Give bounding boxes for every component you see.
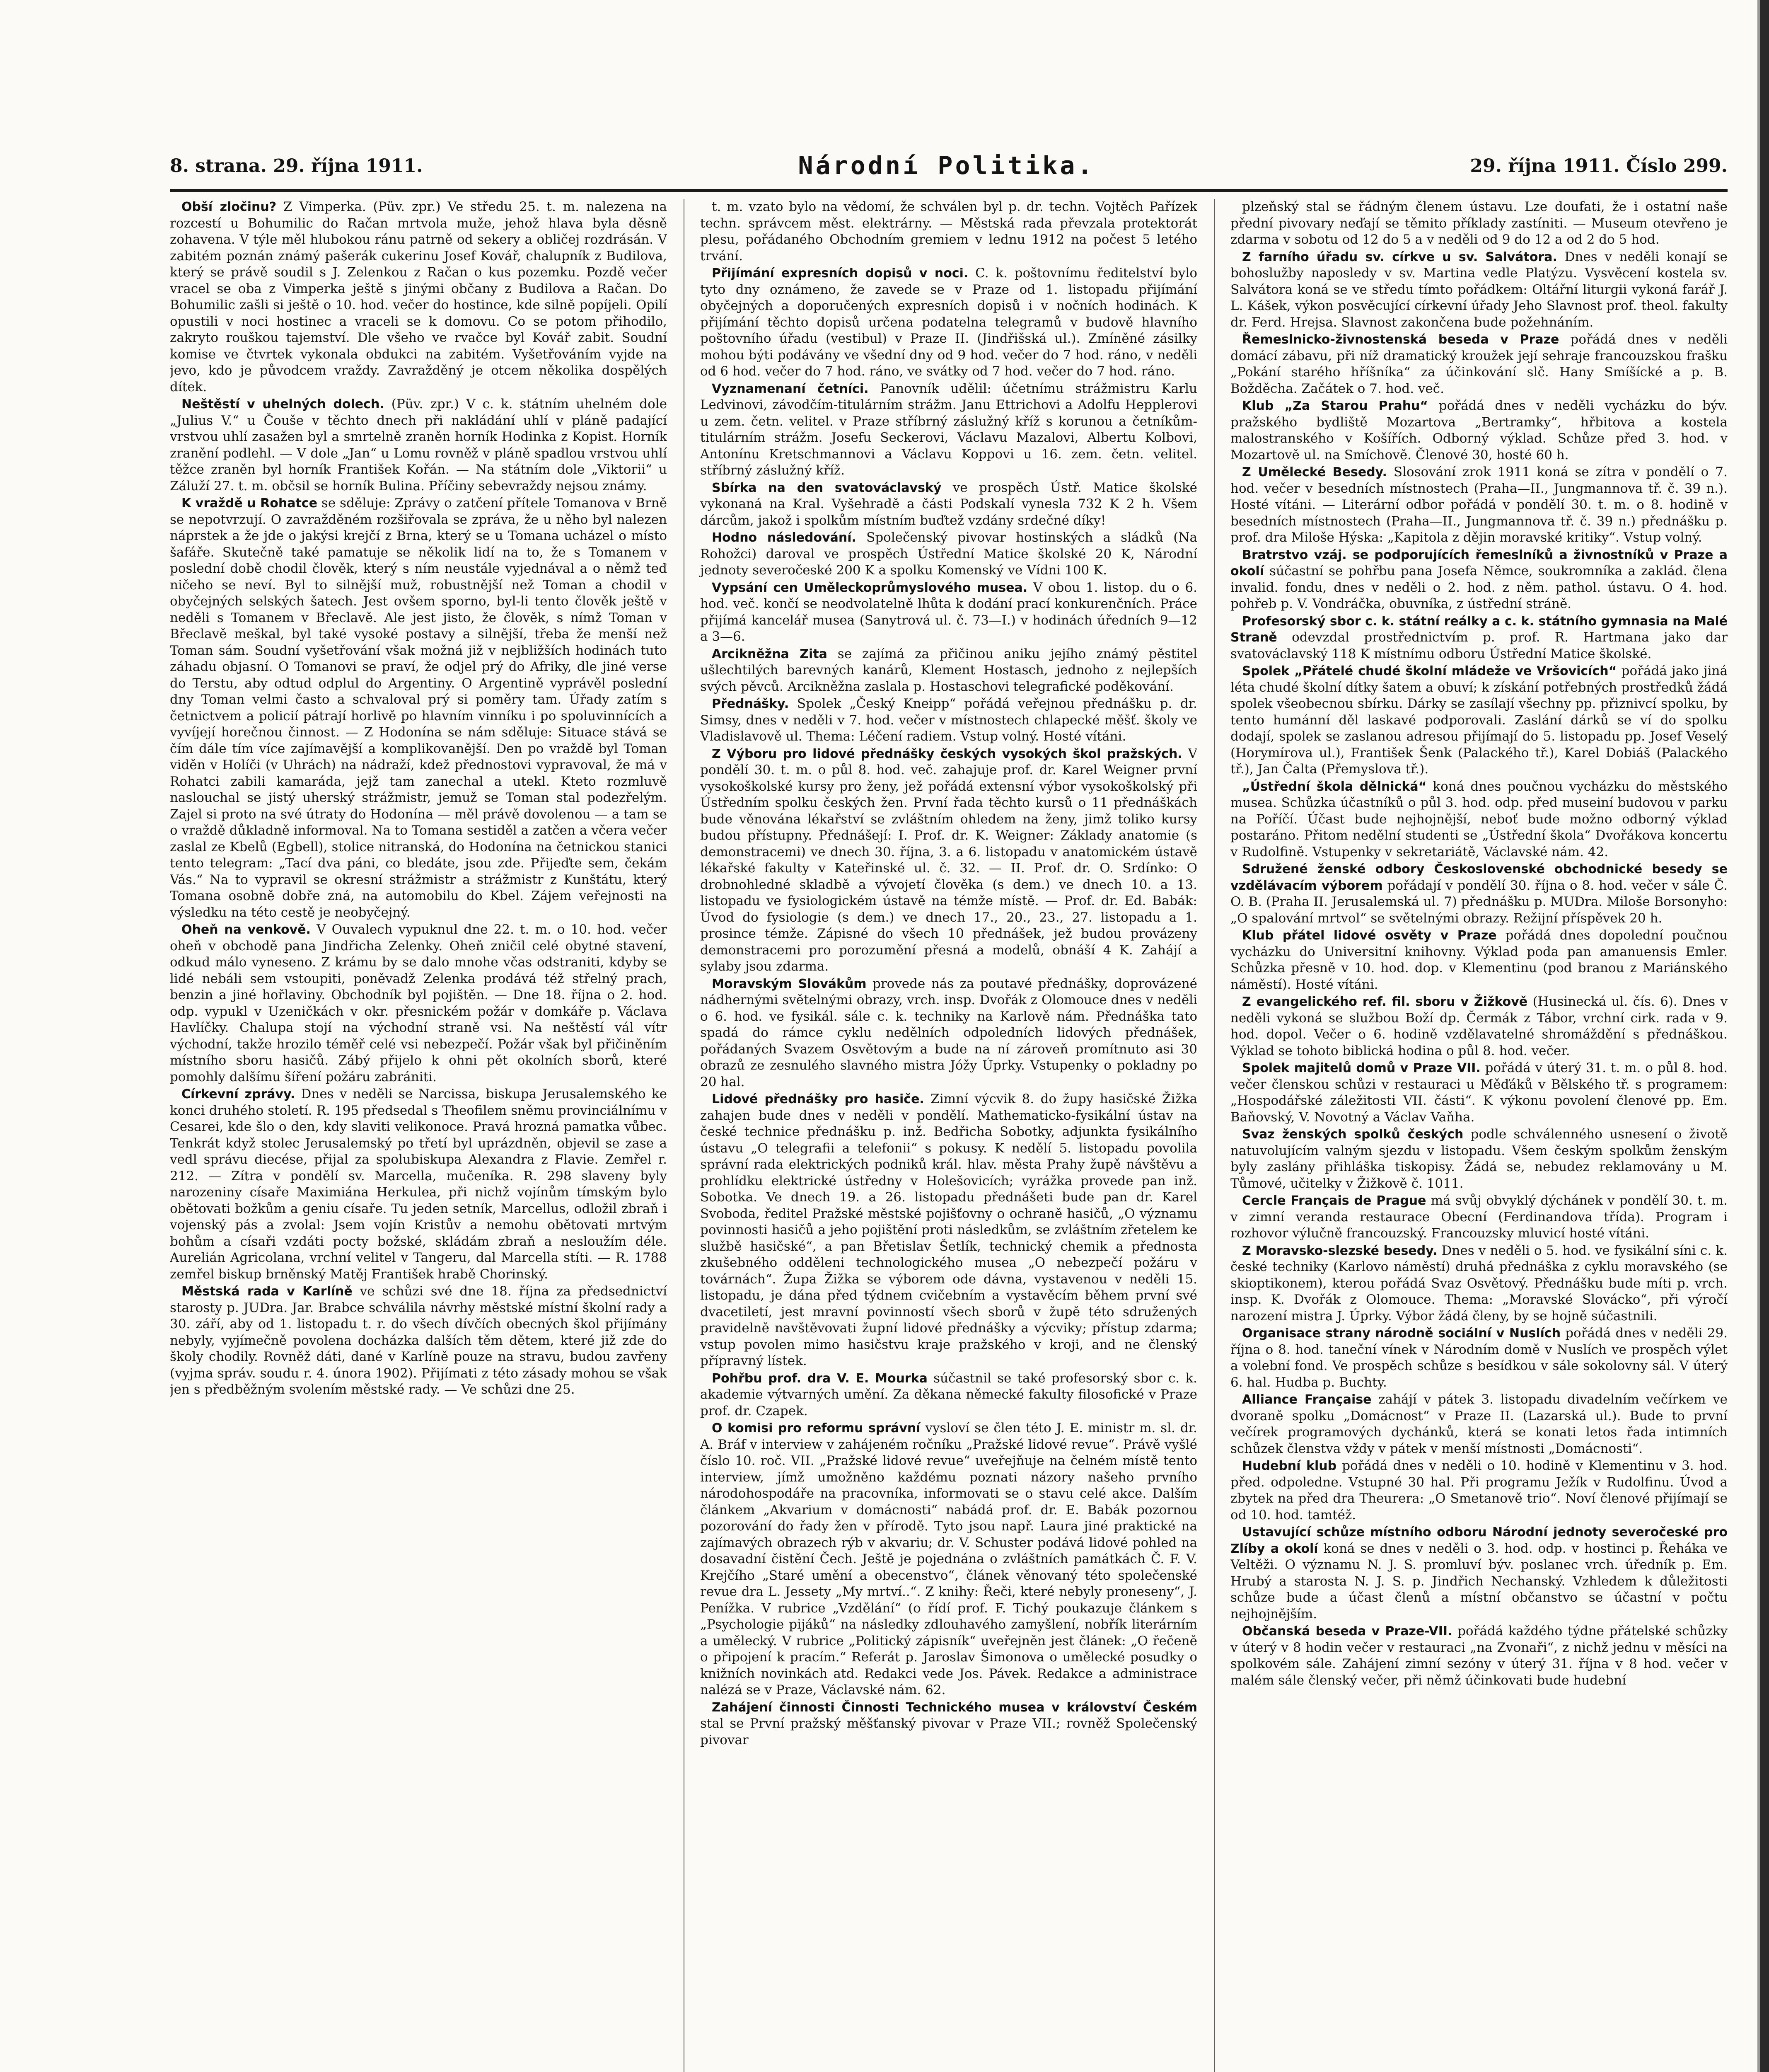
- news-item: [700, 1370, 1197, 1420]
- news-item-text: pořádá každého týdne přátelské schůzky v úterý v 8 hodin večer v restauraci „na Zvonaři“, z nichž jednu v měsíci na spolkovém sále. Zahájení zimní sezóny v úterý 31. října v 8 hod. večer v malém sále členský večer, při němž účinkovati bude hudební: [1230, 1624, 1728, 1688]
- masthead-title: Národní Politika.: [798, 151, 1095, 180]
- news-item-heading: Sdružené ženské odbory Československé obchodnické besedy se vzdělávacím výborem: [1230, 862, 1728, 893]
- news-item-text: provede nás za poutavé přednášky, doprovázené nádhernými světelnými obrazy, vrch. insp. Dvořák z Olomouce dnes v neděli o 6. hod. ve fysikál. sále c. k. techniky na Karlově nám. Přednáška tato spadá do rámce cyklu nedělních odpoledních lidových přednášek, pořádaných Svazem Osvětovým a bude na ní zároveň promítnuto asi 30 obrazů ze zesnulého slavného mistra Jóžy Úprky. Vstupenky o pokladny po 20 hal.: [700, 976, 1197, 1089]
- news-item: [1230, 547, 1728, 612]
- news-item-text: odevzdal prostřednictvím p. prof. R. Hartmana jako dar svatováclavský 118 K místnímu odboru Ústřední Matice školské.: [1230, 630, 1728, 661]
- news-item-text: (Husinecká ul. čís. 6). Dnes v neděli vykoná se službou Boží dp. Čermák z Tábor, vrchní cirk. rada v 9. hod. dopol. Večer o 6. hodině vzdělavatelné shromáždění s přednáškou. Výklad se tohoto biblická hodina o půl 8. hod. večer.: [1230, 994, 1728, 1058]
- news-item-text: súčastnil se také profesorský sbor c. k. akademie výtvarných umění. Za děkana německé fakulty filosofické v Praze prof. dr. Czapek.: [700, 1370, 1197, 1418]
- news-item-heading: Arcikněžna Zita: [712, 646, 827, 661]
- news-item-text: pořádá dnes v neděli o 10. hodině v Klementinu v 3. hod. před. odpoledne. Vstupné 30 hal. Při programu Ježík v Rudolfinu. Úvod a zbytek na před dra Theurera: „O Smetanově trio“. Noví členové přijímají se od 10. hod. tamtéž.: [1230, 1458, 1728, 1523]
- header-right: 29. října 1911. Číslo 299.: [1470, 155, 1728, 177]
- news-item-heading: Klub „Za Starou Prahu“: [1242, 399, 1428, 413]
- news-item: [700, 976, 1197, 1091]
- news-item: [170, 1086, 667, 1283]
- news-item: [170, 922, 667, 1085]
- news-item: [1230, 663, 1728, 778]
- news-item: [1230, 1623, 1728, 1689]
- news-item-text: pořádá jako jiná léta chudé školní dítky šatem a obuví; k získání potřebných prostředků žádá spolek všeobecnou sbírku. Dárky se zasílají všechny pp. přiznivcí spolku, by tento humánní děl laskavé podporovali. Zaslání dárků se ví do spolku dodají, spolek se zaslanou adresou přijímají do 5. listopadu pp. Josef Veselý (Horymírova ul.), František Šenk (Palackého tř.), Karel Dobiáš (Palackého tř.), Jan Čalta (Přemyslova tř.).: [1230, 663, 1728, 777]
- news-item: [700, 1091, 1197, 1370]
- column-1: [170, 199, 667, 2072]
- news-item-text: pořádá dnes dopolední poučnou vycházku do Universitní knihovny. Výklad poda pan amanuensis Emler. Schůzka přesně v 10. hod. dop. v Klementinu (pod branou z Mariánského náměstí). Hosté vítáni.: [1230, 928, 1728, 992]
- news-item: [700, 530, 1197, 579]
- news-item-text: Spolek „Český Kneipp“ pořádá veřejnou přednášku p. dr. Simsy, dnes v neděli v 7. hod. večer v místnostech chlapecké měšť. školy ve Vladislavově ul. Thema: Léčení radiem. Vstup volný. Hosté vítáni.: [700, 696, 1197, 744]
- news-item-text: koná se dnes v neděli o 3. hod. odp. v hostinci p. Řeháka ve Veltěži. O významu N. J. S. promluví býv. poslanec vrch. úředník p. Em. Hrubý a starosta N. J. S. p. Jindřich Nechanský. Vzhledem k důležitosti schůze bude a účast členů a místní občanstvo se účastní v počtu nejhojnějším.: [1230, 1541, 1728, 1622]
- news-item: [1230, 332, 1728, 397]
- news-item-heading: Vyznamenaní četníci.: [712, 381, 869, 396]
- news-item-heading: Lidové přednášky pro hasiče.: [712, 1092, 924, 1106]
- news-item: [1230, 927, 1728, 993]
- news-item: [700, 1699, 1197, 1749]
- news-item-text: t. m. vzato bylo na vědomí, že schválen byl p. dr. techn. Vojtěch Pařízek techn. správcem měst. elektrárny. — Městská rada převzala protektorát plesu, pořádaného Obchodním gremiem v lednu 1912 na počest 5 letého trvání.: [700, 199, 1197, 264]
- news-item-heading: Sbírka na den svatováclavský: [712, 480, 942, 495]
- news-item-text: pořádá dnes v neděli domácí zábavu, při níž dramatický kroužek její sehraje francouzskou frašku „Pokání starého hříšníka“ za účinkování slč. Hany Smíšícké a p. B. Božděcha. Začátek o 7. hod. več.: [1230, 332, 1728, 396]
- news-item: [1230, 1458, 1728, 1523]
- news-item-heading: Moravským Slovákům: [712, 976, 867, 991]
- header-rule: [170, 189, 1728, 192]
- news-item-text: plzeňský stal se řádným členem ústavu. Lze doufati, že i ostatní naše přední pivovary neďají se těmito příklady zastíniti. — Museum otevřeno je zdarma v sobotu od 12 do 5 a v neděli od 9 do 12 a od 2 do 5 hod.: [1230, 199, 1728, 247]
- news-item: [1230, 613, 1728, 663]
- news-item-heading: Cercle Français de Prague: [1242, 1193, 1426, 1208]
- news-item-heading: Bratrstvo vzáj. se podporujících řemeslníků a živnostníků v Praze a okolí: [1230, 547, 1728, 579]
- news-item-heading: Hodno následování.: [712, 530, 856, 545]
- news-item-text: ve schůzi své dne 18. října za předsednictví starosty p. JUDra. Jar. Brabce schválila návrhy městské místní školní rady a 30. září, aby od 1. listopadu t. r. do všech dívčích obecných škol přijímány nebyly, vyjímečně povolena docházka dalších těm dětem, které již zde do školy chodily. Rovněž dáti, dané v Karlíně pouze na stravu, budou zavřeny (vyjma správ. soudu r. 4. února 1902). Přijímati z této zásady mohou se však jen s předběžným svolením městské rady. — Ve schůzi dne 25.: [170, 1284, 667, 1397]
- news-item-heading: Zahájení činnosti Činnosti Technického musea v království Českém: [712, 1700, 1197, 1715]
- news-item-text: stal se První pražský měšťanský pivovar v Praze VII.; rovněž Společenský pivovar: [700, 1716, 1197, 1748]
- news-item-heading: Oheň na venkově.: [181, 922, 311, 937]
- news-item-text: pořádá dnes v neděli vycházku do býv. pražského bydliště Mozartova „Bertramky“, hřbitova a kostela malostranského v Košířích. Odborný výklad. Schůze před 3. hod. v Mozartově ul. na Smíchově. Členové 30, hosté 60 h.: [1230, 398, 1728, 462]
- news-item: [700, 746, 1197, 975]
- news-item: [170, 396, 667, 494]
- news-item-heading: Řemeslnicko-živnostenská beseda v Praze: [1242, 332, 1559, 347]
- news-item-heading: Alliance Française: [1242, 1392, 1372, 1407]
- news-item: [1230, 249, 1728, 331]
- news-item-heading: Ustavující schůze místního odboru Národní jednoty severočeské pro Zlíby a okolí: [1230, 1525, 1728, 1556]
- news-item-heading: Přednášky.: [712, 697, 789, 711]
- news-item: [170, 495, 667, 921]
- column-2: [684, 199, 1197, 2072]
- news-item-heading: Svaz ženských spolků českých: [1242, 1127, 1464, 1142]
- news-item-heading: Klub přátel lidové osvěty v Praze: [1242, 928, 1497, 943]
- news-item-text: podle schválenného usnesení o životě natuvolujícím valným sjezdu v listopadu. Všem českým spolkům ženským byly zaslány přihláška tiskopisy. Žádá se, nebudez reklamovány u M. Tůmové, učitelky v Žižkově č. 1011.: [1230, 1127, 1728, 1191]
- news-item: [700, 199, 1197, 264]
- news-item-text: Dnes v neděli o 5. hod. ve fysikální síni c. k. české techniky (Karlovo náměstí) druhá přednáška z cyklu moravského (se skioptikonem), kterou pořádá Svaz Osvětový. Přednášku bude míti p. vrch. insp. K. Dvořák z Olomouce. Thema: „Moravské Slovácko“, při výročí narození mistra J. Úprky. Výbor žádá členy, by se hojně súčastnili.: [1230, 1243, 1728, 1324]
- page-header: [170, 149, 1728, 182]
- news-item-text: súčastní se pohřbu pana Josefa Němce, soukromníka a zaklád. člena invalid. fondu, dnes v neděli o 2. hod. z něm. pathol. ústavu. O 4. hod. pohřeb p. V. Vondráčka, obuvníka, z ústřední stráně.: [1230, 564, 1728, 611]
- news-item-heading: O komisi pro reformu správní: [712, 1421, 921, 1435]
- news-item-text: vysloví se člen této J. E. ministr m. sl. dr. A. Bráf v interview v zahájeném ročníku „Pražské lidové revue“. Právě vyšlé číslo 10. roč. VII. „Pražské lidové revue“ uveřejňuje na čelném místě tento interview, jímž umožněno každému poznati názory našeho prvního národohospodáře na pracovníka, informovati se o stavu celé akce. Dalším článkem „Akvarium v domácnosti“ nabádá prof. dr. E. Babák pozornou pozorování do řady žen v přírodě. Tyto jsou např. Laura jiné praktické na zajímavých obrazech rýb v akvariu; dr. V. Schuster podává lidové pohled na dosavadní čistění Čech. Ještě je pojednána o zvláštních památkách Č. F. V. Krejčího „Staré umění a obecenstvo“, článek věnovaný této společenské revue dra L. Jessety „My mrtví..“. Z knihy: Řeči, které nebyly proneseny“, J. Penížka. V rubrice „Vzdělání“ (o řídí prof. F. Tichý poukazuje článkem s „Psychologie pijáků“ na následky zdlouhavého zamyšlení, nobřík literárním a umělecký. V rubrice „Politický zápisník“ uveřejněn jest článek: „O řečeně o připojení k pracím.“ Referát p. Jaroslav Šimonova o umělecké posudky o knižních novinkách atd. Redakci vede Jos. Pávek. Redakce a administrace nalézá se v Praze, Václavské nám. 62.: [700, 1421, 1197, 1697]
- news-item: [1230, 1392, 1728, 1457]
- news-item-text: Dnes v neděli konají se bohoslužby naposledy v sv. Martina vedle Platýzu. Vysvěcení kostela sv. Salvátora koná se ve středu tímto pořádkem: Oltářní liturgii vykoná farář J. L. Kášek, výkon posvěcující církevní úřady Jeho Slavnost prof. theol. fakulty dr. Ferd. Hrejsa. Slavnost zakončena bude požehnáním.: [1230, 249, 1728, 330]
- news-item-text: ve prospěch Ústř. Matice školské vykonaná na Kral. Vyšehradě a části Podskalí vynesla 732 K 2 h. Všem dárcům, jakož i spolkům místním buďtež vzdány srdečné díky!: [700, 480, 1197, 528]
- news-item-text: pořádá v úterý 31. t. m. o půl 8. hod. večer členskou schůzi v restauraci u Měďáků v Bělského tř. s programem: „Hospodářské záležitosti VII. části“. K výkonu povolení členové pp. Em. Baňovský, V. Novotný a Václav Vaňha.: [1230, 1060, 1728, 1125]
- news-item-heading: Z evangelického ref. fil. sboru v Žižkově: [1242, 995, 1528, 1009]
- news-item: [1230, 779, 1728, 861]
- news-item-text: Zimní výcvik 8. do župy hasičské Žižka zahajen bude dnes v neděli v pondělí. Mathematicko-fysikální ústav na české technice přednášku p. inž. Bedřicha Sobotky, adjunkta fysikálního ústavu „O telegrafii a telefonii“ s pokusy. K nedělí 5. listopadu povolila správní rada elektrických podniků král. hlav. města Prahy župě návštěvu a prohlídku elektrické ústředny v Holešovicích; vyrážka provede pan inž. Sobotka. Ve dnech 19. a 26. listopadu přednášeti bude pan dr. Karel Svoboda, ředitel Pražské městské pojišťovny o ochraně hasičů, „O významu povinnosti hasičů a jeho pojištění proti následkům, se zvláštním zřetelem ke službě hasičské“, a pan Břetislav Šetlík, technický chemik a přednosta zkušebného odděleni technologického musea „O nebezpečí požáru v továrnách“. Župa Žižka se výborem ode dávna, vystavenou v neděli 15. listopadu, je dána před týdnem cvičebním a vystavěcím během první své dvacetiletí, jest mravní povinností všech sborů v župě této sdružených pravidelně navštěvovati župní lidové přednášky a výcviky; přístup zdarma; vstup povolen mimo hasičstvu kraje pražského v kroji, and ne členský přípravný lístek.: [700, 1092, 1197, 1368]
- news-item-text: pořádají v pondělí 30. října o 8. hod. večer v sále Č. O. B. (Praha II. Jerusalemská ul. 7) přednášku p. MUDra. Miloše Borsonyho: „O spalování mrtvol“ se světelnými obrazy. Režijní příspěvek 20 h.: [1230, 878, 1728, 926]
- news-item-heading: Z Výboru pro lidové přednášky českých vysokých škol pražských.: [712, 746, 1182, 761]
- news-item-heading: Profesorský sbor c. k. státní reálky a c. k. státního gymnasia na Malé Straně: [1230, 614, 1728, 645]
- news-item-heading: Z farního úřadu sv. církve u sv. Salvátora.: [1242, 249, 1557, 264]
- news-item-text: Z Vimperka. (Püv. zpr.) Ve středu 25. t. m. nalezena na rozcestí u Bohumilic do Račan mrtvola muže, jehož hlava byla děsně zohavena. V týle měl hlubokou ránu patrně od sekery a obličej rozdrásán. V zabitém poznán známý pašerák cukerinu Josef Kovář, chalupník z Budilova, který se právě soudil s J. Zelenkou z Račan o kus pozemku. Pozdě večer vracel se oba z Vimperka ještě s jinými občany z Budilova a Račan. Do Bohumilic zašli si ještě o 10. hod. večer do hostince, kde silně popíjeli. Opilí opustili v noci hostinec a vraceli se k domovu. Co se potom přihodilo, zakryto rouškou tajemství. Dle všeho ve rvačce byl Kovář zabit. Soudní komise ve čtvrtek vykonala obdukci na zabitém. Vyšetřováním vyjde na jevo, kdo je původcem vraždy. Zavražděný je otcem několika dospělých dítek.: [170, 199, 667, 395]
- news-item: [170, 199, 667, 395]
- news-item: [1230, 1193, 1728, 1242]
- news-item-text: pořádá dnes v neděli 29. října o 8. hod. taneční vínek v Národním domě v Nuslích ve prospěch výlet a volební fond. Ve prospěch schůze s besídkou v sále sokolovny sál. V úterý 6. hal. Hudba p. Buchty.: [1230, 1326, 1728, 1390]
- news-item: [700, 646, 1197, 695]
- news-item-heading: Organisace strany národně sociální v Nuslích: [1242, 1326, 1561, 1341]
- news-item-heading: Spolek „Přátelé chudé školní mládeže ve Vršovicích“: [1242, 664, 1617, 678]
- news-item-heading: Církevní zprávy.: [181, 1087, 295, 1101]
- news-item-heading: Z Moravsko-slezské besedy.: [1242, 1243, 1438, 1258]
- news-item-text: zahájí v pátek 3. listopadu divadelním večírkem ve dvoraně spolku „Domácnost“ v Praze II. (Lazarská ul.). Bude to první večírek programových dychánků, která se konati letos řada intimních schůzek členstva vždy v pátek v menší místnosti „Domácnosti“.: [1230, 1392, 1728, 1456]
- news-item: [700, 1420, 1197, 1699]
- news-item-text: V obou 1. listop. du o 6. hod. več. končí se neodvolatelně lhůta k dodání prací konkurenčních. Práce přijímá kancelář musea (Sanytrová ul. č. 73—I.) v hodinách úředních 9—12 a 3—6.: [700, 580, 1197, 644]
- news-item: [700, 265, 1197, 380]
- news-item: [1230, 1524, 1728, 1622]
- news-item: [700, 480, 1197, 529]
- news-item-text: Společenský pivovar hostinských a sládků (Na Rohožci) daroval ve prospěch Ústřední Matice školské 20 K, Národní jednoty severočeské 200 K a spolku Komenský ve Vídni 100 K.: [700, 530, 1197, 578]
- news-item: [1230, 861, 1728, 927]
- news-item-heading: Občanská beseda v Praze-VII.: [1242, 1624, 1452, 1639]
- news-item-heading: „Ústřední škola dělnická“: [1242, 779, 1427, 794]
- news-item-text: (Püv. zpr.) V c. k. státním uhelném dole „Julius V.“ u Čouše v těchto dnech při nakládání uhlí v pláně padající vrstvou uhlí zasažen byl a smrtelně zraněn horník Hodinka z Kopist. Horník zranění podlehl. — V dole „Jan“ u Lomu rovněž v pláně spadlou vrstvou uhlí těžce zraněn byl horník František Kořán. — Na státním dole „Viktorii“ u Záluží 27. t. m. občsil se horník Bulina. Příčiny sebevraždy nejsou známy.: [170, 397, 667, 494]
- news-item-heading: Městská rada v Karlíně: [181, 1284, 353, 1299]
- news-item-heading: Pohřbu prof. dra V. E. Mourka: [712, 1371, 928, 1386]
- news-item: [1230, 199, 1728, 248]
- news-item-heading: Neštěstí v uhelných dolech.: [181, 397, 384, 411]
- news-item: [1230, 464, 1728, 546]
- news-item-text: se zajímá za přičinou aniku jejího známý pěstitel ušlechtilých barevných kanárů, Klement Hostasch, jednoho z nejlepších svých pěvců. Arcikněžna zaslala p. Hostaschovi telegrafické poděkování.: [700, 646, 1197, 694]
- scan-edge: [1760, 0, 1769, 2072]
- news-item-heading: Spolek majitelů domů v Praze VII.: [1242, 1061, 1481, 1075]
- news-item-heading: Hudební klub: [1242, 1459, 1337, 1473]
- news-item: [1230, 1126, 1728, 1192]
- news-item-text: koná dnes poučnou vycházku do městského musea. Schůzka účastníků o půl 3. hod. odp. před museiní budovou v parku na Poříčí. Účast bude nejhojnější, neboť bude možno odborný výklad postaráno. Přitom nedělní studenti se „Ústřední škola“ Dvořákova koncertu v Rudolfině. Vstupenky v sekretariátě, Václavské nám. 42.: [1230, 779, 1728, 859]
- news-item: [1230, 994, 1728, 1059]
- news-item-text: se sděluje: Zprávy o zatčení přítele Tomanova v Brně se nepotvrzují. O zavražděném rozšiřovala se zpráva, že u něho byl nalezen náprstek a že jde o jakýsi krejčí z Brna, který se u Tomana ucházel o místo šafáře. Skutečně také pamatuje se několik lidí na to, že s Tomanem v poslední době chodil člověk, který s ním neustále vyjednával a o němž teď ničeho se neví. Byl to silnější muž, robustnější než Toman a chodil v obyčejných selských šatech. Jest ovšem sporno, byl-li tento člověk ještě v neděli s Tomanem v Břeclavě. Ale jest jisto, že člověk, s nímž Toman v Břeclavě meškal, byl také vysoké postavy a silnější, třeba že menší než Toman sám. Soudní vyšetřování však možná již v nejbližších hodinách tuto záhadu objasní. O Tomanovi se praví, že odjel prý do Afriky, dle jiné verse do Terstu, aby odtud odplul do Argentiny. O Argentině vyprávěl poslední dny Toman velmi často a schvaloval prý si poměry tam. Úřady zatím s četnictvem a policií pátrají horlivě po hlavním vinníku i po spoluvinnících a vyvíjejí horečnou činnost. — Z Hodonína se nám sděluje: Situace stává se čím dále tím více zajímavější a komplikovanější. Den po vraždě byl Toman viděn v Holíči (v Uhrách) na nádraží, kdež přednostovi vypravoval, že má v Rohatci zabili kamaráda, jejž tam zanechal a utekl. Kteto rozmluvě naslouchal se jistý uherský strážmistr, jemuž se Toman stal podezřelým. Zajel si proto na své útraty do Hodonína — měl právě dovolenou — a tam se o vraždě důkladně informoval. Na to Tomana sestiděl a zatčen a včera večer zaslal ze Kbelů (Egbell), stolice nitranská, do Hodonína na četnickou stanici tento telegram: „Tací dva páni, co bledáte, jsou zde. Přijeďte sem, čekám Vás.“ Na to vypravil se okresní strážmistr a strážmistr z Kunštátu, který Tomana osobně dobře zná, na automobilu do Kbel. Zájem veřejnosti na výsledku na této cestě je neobyčejný.: [170, 496, 667, 920]
- news-item: [1230, 1243, 1728, 1325]
- news-item: [1230, 1325, 1728, 1391]
- column-3: [1214, 199, 1728, 2072]
- news-item-text: Dnes v neděli se Narcissa, biskupa Jerusalemského ke konci druhého století. R. 195 předsedal s Theofilem sněmu provinciálnímu v Cesarei, kde šlo o den, kdy slaviti velikonoce. Pravá hrozná pamatka vůbec. Tenkrát když stolec Jerusalemský po třetí byl uprázdněn, objevil se zase a vedl správu diecése, přijal za spolubiskupa Alexandra z Flavie. Zemřel r. 212. — Zítra v pondělí sv. Marcella, mučeníka. R. 298 slaveny byly narozeniny císaře Maximiána Herkulea, při nichž vojínům tímským bylo obětovati božkům a geniu císaře. Tu jeden setník, Marcellus, odložil zbraň i vojenský pás a zvolal: Jsem vojín Kristův a nemohu obětovati mrtvým bohům a císaři vzdáti pocty božské, skládám zbraň a nesloužím déle. Aurelián Agricolana, vrchní velitel v Tangeru, dal Marcella stíti. — R. 1788 zemřel biskup brněnský Matěj František hrabě Chorinský.: [170, 1087, 667, 1282]
- news-item: [1230, 1060, 1728, 1126]
- news-item-text: C. k. poštovnímu ředitelství bylo tyto dny oznámeno, že zavede se v Praze od 1. listopadu přijímání obyčejných a doporučených expresních dopisů i v nočních hodinách. K přijímání těchto dopisů určena podatelna telegramů v budově hlavního poštovního úřadu (vestibul) v Praze II. (Jindřišská ul.). Zmíněné zásilky mohou býti podávány ve všední dny od 9 hod. večer do 7 hod. ráno, v neděli od 6 hod. večer do 7 hod. ráno, ve svátky od 7 hod. večer do 7 hod. ráno.: [700, 266, 1197, 379]
- news-item: [700, 696, 1197, 745]
- news-item-text: V Ouvalech vypuknul dne 22. t. m. o 10. hod. večer oheň v obchodě pana Jindřicha Zelenky. Oheň zničil celé obytné stavení, odkud málo vyneseno. Z krámu by se dalo mnohe včas odstraniti, kdyby se lidé nebáli sem vstoupiti, poněvadž Zelenka prodává též střelný prach, benzin a jiné hořlaviny. Obchodník byl pojištěn. — Dne 18. října o 2. hod. odp. vypukl v Uzeničkách v okr. přesnickém požár v domkáře p. Václava Havlíčky. Chalupa stojí na východní straně vsi. Na neštěstí vál vítr východní, takže hrozilo téměř celé vsi nebezpečí. Požár však byl přičiněním místního sboru hasičů. Zábý přijelo k ohni pět okolních sborů, které pomohly dalšímu šíření požáru zabrániti.: [170, 922, 667, 1084]
- news-item-heading: Přijímání expresních dopisů v noci.: [712, 266, 969, 281]
- header-left: 8. strana. 29. října 1911.: [170, 155, 423, 177]
- news-item: [700, 381, 1197, 479]
- news-item-heading: Obší zločinu?: [181, 200, 277, 214]
- news-item-text: má svůj obvyklý dýchánek v pondělí 30. t. m. v zimní veranda restaurace Obecní (Ferdinandova třída). Program i rozhovor výlučně francouzský. Francouzsky mluvicí hosté vítáni.: [1230, 1193, 1728, 1241]
- news-item: [170, 1283, 667, 1398]
- news-item-heading: Z Umělecké Besedy.: [1242, 465, 1387, 479]
- news-item-text: V pondělí 30. t. m. o půl 8. hod. več. zahajuje prof. dr. Karel Weigner první vysokoškolské kursy pro ženy, jež pořádá extensní výbor vysokoškolský při Ústředním spolku českých žen. První řada těchto kursů o 11 přednáškách bude věnována lékařství se zvláštním ohledem na ženy, jimž toliko kursy budou přístupny. Přednášejí: I. Prof. dr. K. Weigner: Základy anatomie (s demonstracemi) ve dnech 30. října, 3. a 6. listopadu v anatomickém ústavě lékařské fakulty v Kateřinské ul. č. 32. — II. Prof. dr. O. Srdínko: O drobnohledné skladbě a vývojetí člověka (s dem.) ve dnech 10. a 13. listopadu ve fysiologickém ústavě na témže místě. — Prof. dr. Ed. Babák: Úvod do fysiologie (s dem.) ve dnech 17., 20., 23., 27. listopadu a 1. prosince témže. Zápisné do všech 10 přednášek, jež budou provázeny demonstracemi pro porozumění přesná a modelů, obnáší 4 K. Zahájí a sylaby jsou zdarma.: [700, 746, 1197, 974]
- news-item-heading: K vraždě u Rohatce: [181, 496, 317, 511]
- text-columns: [170, 199, 1728, 2072]
- news-item: [700, 580, 1197, 645]
- news-item-text: Slosování zrok 1911 koná se zítra v pondělí o 7. hod. večer v besedních místnostech (Praha—II., Jungmannova tř. č. 39 n.). Hosté vítáni. — Literární odbor pořádá v pondělí 30. t. m. o 8. hodině v besedních místnostech (Praha—II., Jungmannova tř. č. 39 n.) přednášku p. prof. dra Miloše Hýska: „Kapitola z dějin moravské kritiky“. Vstup volný.: [1230, 465, 1728, 545]
- news-item-heading: Vypsání cen Uměleckoprůmyslového musea.: [712, 580, 1028, 595]
- news-item: [1230, 398, 1728, 463]
- newspaper-page: [170, 149, 1728, 2072]
- news-item-text: Panovník udělil: účetnímu strážmistru Karlu Ledvinovi, závodčím-titulárním strážm. Janu Ettrichovi a Adolfu Hepplerovi u zem. četn. velitel. v Praze stříbrný záslužný kříž s korunou a četníkům-titulárním strážm. Josefu Seckerovi, Václavu Mazalovi, Albertu Kolbovi, Antonínu Kretschmannovi a Václavu Koppovi u 16. zem. četn. velitel. stříbrný záslužný kříž.: [700, 381, 1197, 478]
